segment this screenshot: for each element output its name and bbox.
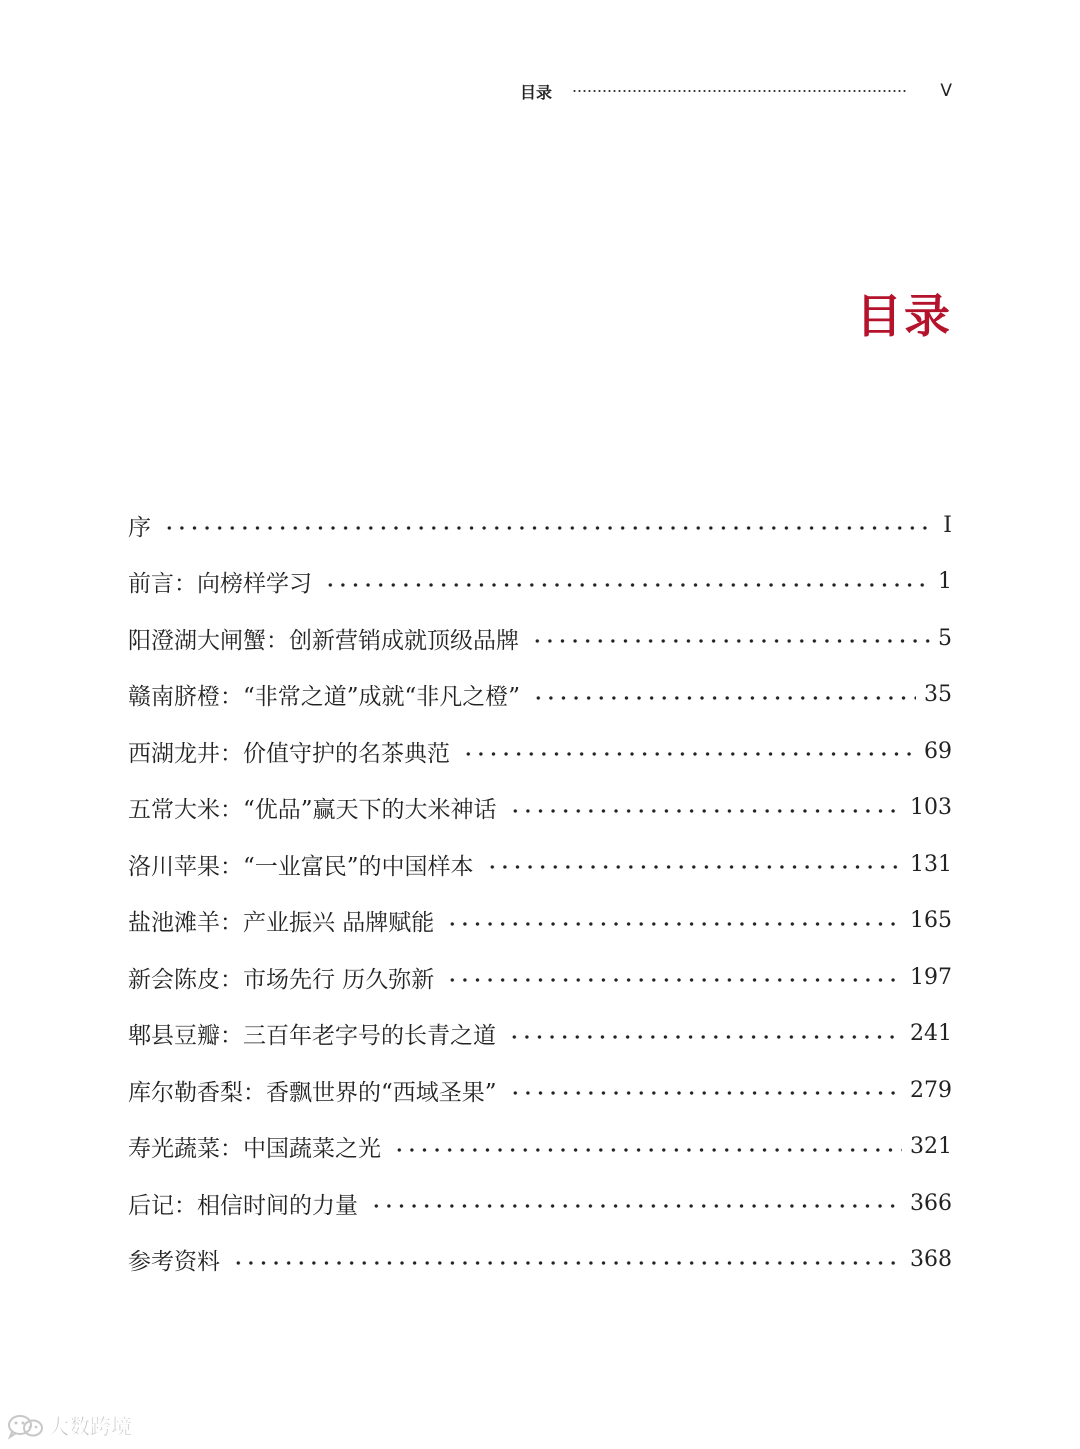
watermark-text: 大数跨境	[48, 1415, 132, 1439]
toc-entry-label: 前言：向榜样学习	[128, 571, 312, 598]
toc-entry-leader	[462, 752, 916, 756]
toc-entry[interactable]	[128, 1232, 952, 1289]
toc-entry-leader	[393, 1148, 902, 1152]
toc-entry[interactable]	[128, 1119, 952, 1176]
toc-entry-page: 321	[910, 1134, 952, 1160]
toc-entry[interactable]	[128, 610, 952, 667]
toc-entry-leader	[509, 1091, 902, 1095]
toc-entry-page: 165	[910, 908, 952, 934]
toc-list	[128, 497, 952, 1288]
toc-entry-page: 279	[910, 1077, 952, 1103]
toc-entry-label: 盐池滩羊：产业振兴 品牌赋能	[128, 910, 435, 937]
toc-entry-page: 1	[938, 569, 952, 595]
toc-entry-label: 郫县豆瓣：三百年老字号的长青之道	[128, 1023, 496, 1050]
toc-entry-leader	[509, 809, 902, 813]
toc-entry-page: 197	[910, 964, 952, 990]
toc-entry-page: I	[943, 512, 952, 538]
running-header-page-number: V	[940, 81, 952, 101]
toc-entry-label: 后记：相信时间的力量	[128, 1192, 358, 1219]
toc-entry-page: 131	[910, 851, 952, 877]
toc-entry-label: 参考资料	[128, 1249, 220, 1276]
watermark	[6, 1411, 132, 1441]
toc-entry-page: 5	[938, 625, 952, 651]
toc-entry[interactable]	[128, 554, 952, 611]
running-header	[520, 78, 952, 104]
toc-entry-page: 241	[910, 1021, 952, 1047]
toc-entry[interactable]	[128, 497, 952, 554]
toc-entry-leader	[163, 526, 935, 530]
running-header-leader	[572, 90, 906, 92]
toc-entry-page: 69	[924, 738, 952, 764]
toc-entry-label: 阳澄湖大闸蟹：创新营销成就顶级品牌	[128, 627, 519, 654]
toc-entry-label: 西湖龙井：价值守护的名茶典范	[128, 740, 450, 767]
toc-entry-label: 寿光蔬菜：中国蔬菜之光	[128, 1136, 381, 1163]
toc-entry-leader	[370, 1204, 902, 1208]
toc-entry-leader	[531, 639, 930, 643]
toc-entry-leader	[486, 865, 902, 869]
toc-entry[interactable]	[128, 780, 952, 837]
toc-entry-page: 103	[910, 795, 952, 821]
toc-entry-leader	[446, 978, 902, 982]
toc-entry-label: 序	[128, 514, 151, 541]
toc-entry-label: 洛川苹果：“一业富民”的中国样本	[128, 853, 474, 880]
toc-entry-label: 五常大米：“优品”赢天下的大米神话	[128, 797, 497, 824]
toc-entry-leader	[446, 922, 902, 926]
toc-entry-leader	[532, 696, 916, 700]
toc-entry[interactable]	[128, 949, 952, 1006]
toc-entry-leader	[232, 1261, 902, 1265]
toc-entry[interactable]	[128, 1006, 952, 1063]
toc-entry-label: 库尔勒香梨：香飘世界的“西域圣果”	[128, 1079, 497, 1106]
toc-entry[interactable]	[128, 723, 952, 780]
toc-entry-leader	[508, 1035, 902, 1039]
toc-entry[interactable]	[128, 1175, 952, 1232]
toc-entry-label: 赣南脐橙：“非常之道”成就“非凡之橙”	[128, 684, 521, 711]
toc-entry-page: 368	[910, 1247, 952, 1273]
toc-entry-label: 新会陈皮：市场先行 历久弥新	[128, 966, 435, 993]
toc-entry-page: 35	[924, 682, 952, 708]
toc-entry[interactable]	[128, 667, 952, 724]
wechat-logo-icon	[6, 1412, 46, 1440]
toc-entry[interactable]	[128, 1062, 952, 1119]
toc-entry[interactable]	[128, 836, 952, 893]
page-title: 目录	[856, 289, 952, 343]
toc-entry-leader	[324, 583, 930, 587]
running-header-title: 目录	[520, 82, 553, 102]
toc-entry[interactable]	[128, 893, 952, 950]
toc-entry-page: 366	[910, 1190, 952, 1216]
